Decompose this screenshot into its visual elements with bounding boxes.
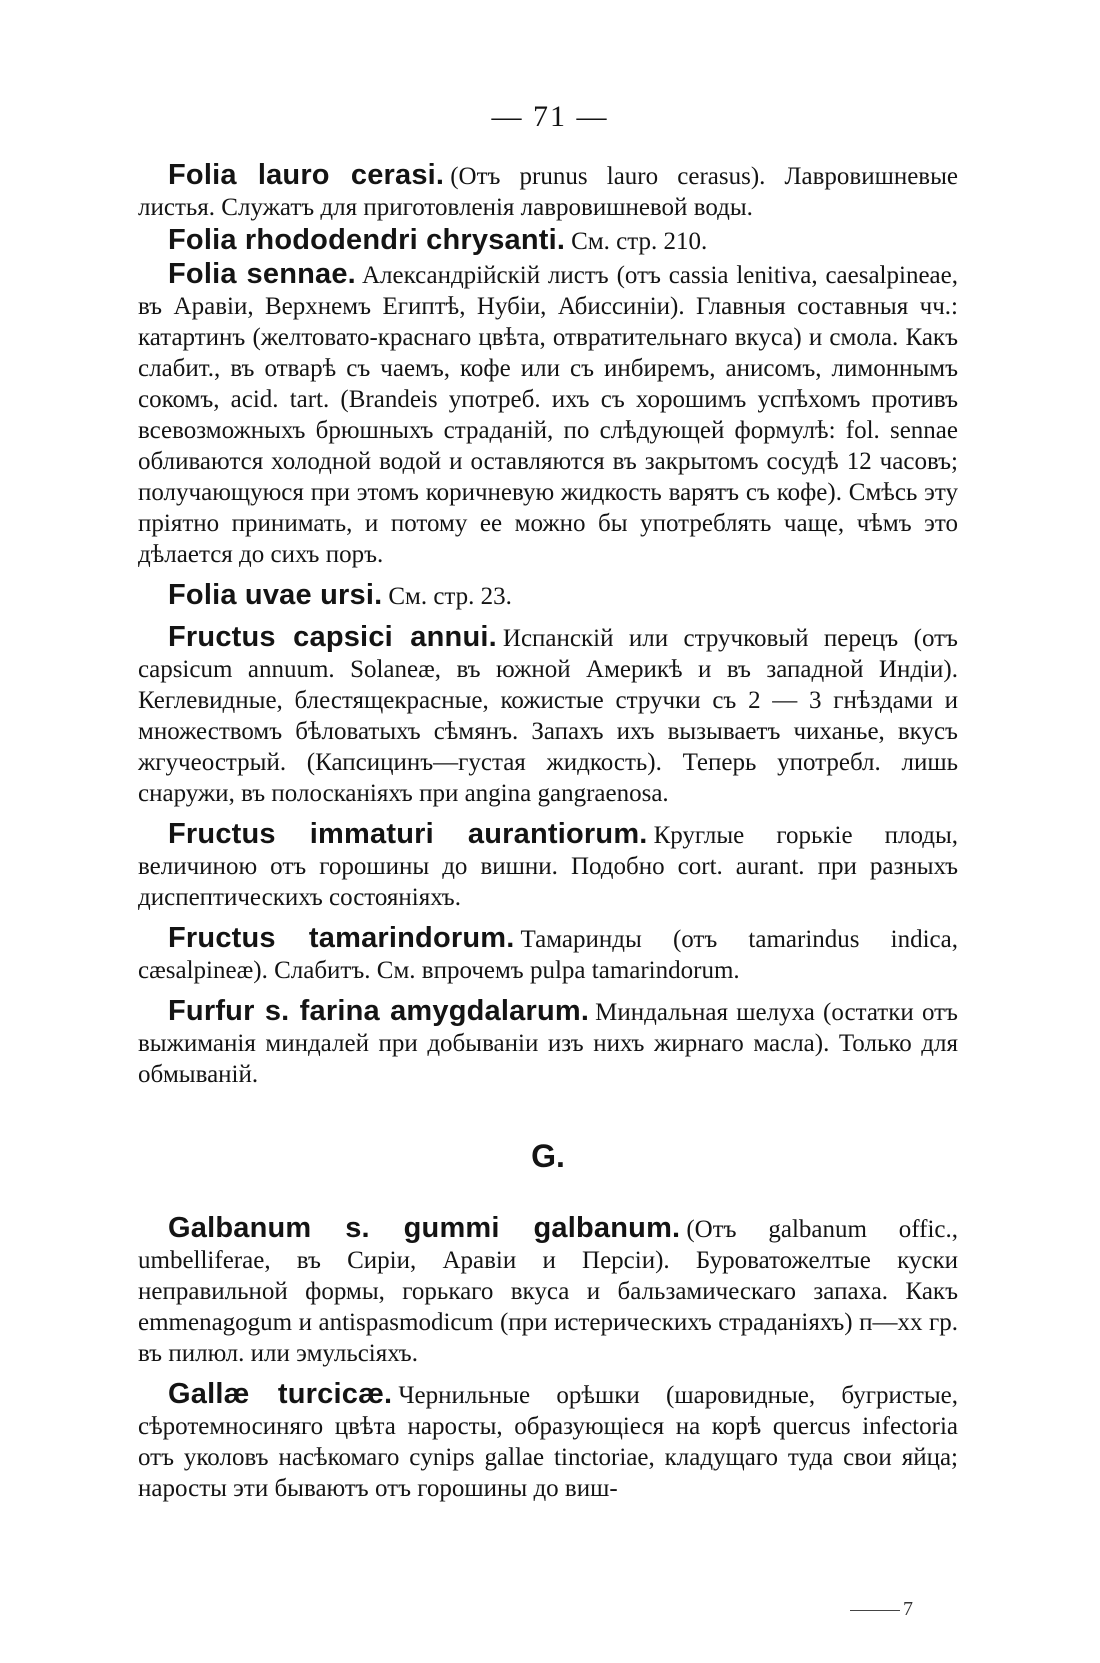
entry-gallae-turcicae	[138, 1379, 958, 1504]
entry-text: Тамаринды (отъ tamarindus indica, cæsalpineæ). Слабитъ. См. впрочемъ pulpa tamarindorum.	[138, 926, 958, 984]
entry-text: Чернильные орѣшки (шаровидные, бугристые, сѣротемносиняго цвѣта наросты, образующіеся на корѣ quercus infectoria отъ уколовъ насѣкомаго cynips gallae tinctoriae, кладущаго туда свои яйца; наросты эти бываютъ отъ горошины до виш-	[138, 1382, 958, 1502]
entry-text: Испанскій или стручковый перецъ (отъ capsicum annuum. Solaneæ, въ южной Америкѣ и въ западной Индіи). Кеглевидные, блестящекрасные, кожистые стручки съ 2 — 3 гнѣздами и множествомъ бѣловатыхъ сѣмянъ. Запахъ ихъ вызываетъ чиханье, вкусъ жгучеострый. (Капсицинъ—густая жидкость). Теперь употребл. лишь снаружи, въ полосканіяхъ при angina gangraenosa.	[138, 625, 958, 807]
entry-folia-rhododendri	[138, 225, 958, 257]
signature-number: 7	[903, 1598, 913, 1620]
entry-text: См. стр. 210.	[571, 228, 708, 255]
entry-fructus-aurantiorum	[138, 819, 958, 913]
signature-mark	[850, 1598, 913, 1621]
entry-fructus-capsici	[138, 622, 958, 809]
entry-term: Folia uvae ursi.	[168, 579, 383, 611]
entry-term: Fructus tamarindorum.	[168, 922, 515, 954]
entry-term: Galbanum s. gummi galbanum.	[168, 1212, 681, 1244]
entry-folia-uvae-ursi	[138, 580, 958, 612]
entry-term: Fructus immaturi aurantiorum.	[168, 818, 648, 850]
entry-text: См. стр. 23.	[388, 583, 512, 610]
entry-text: (Отъ galbanum offic., umbelliferae, въ Сиріи, Аравіи и Персіи). Буроватожелтые куски неправильной формы, горькаго вкуса и бальзамическаго запаха. Какъ emmenagogum и antispasmodicum (при истерическихъ страданіяхъ) п—хх гр. въ пилюл. или эмульсіяхъ.	[138, 1216, 958, 1367]
page-number: — 71 —	[491, 100, 609, 133]
entry-term: Folia rhododendri chrysanti.	[168, 224, 566, 256]
entry-furfur	[138, 996, 958, 1090]
entry-text: Круглые горькіе плоды, величиною отъ горошины до вишни. Подобно cort. aurant. при разныхъ диспептическихъ состояніяхъ.	[138, 822, 958, 911]
entry-term: Fructus capsici annui.	[168, 621, 497, 653]
entry-term: Gallæ turcicæ.	[168, 1378, 393, 1410]
entry-term: Folia lauro cerasi.	[168, 159, 445, 191]
entry-galbanum	[138, 1213, 958, 1369]
entry-term: Furfur s. farina amygdalarum.	[168, 995, 590, 1027]
entry-text: Александрійскій листъ (отъ cassia lenitiva, caesalpineae, въ Аравіи, Верхнемъ Египтѣ, Нубіи, Абиссиніи). Главныя составныя чч.: катартинъ (желтовато-краснаго цвѣта, отвратительнаго вкуса) и смола. Какъ слабит., въ отварѣ съ чаемъ, кофе или съ инбиремъ, анисомъ, лимоннымъ сокомъ, acid. tart. (Brandeis употреб. ихъ съ хорошимъ успѣхомъ противъ всевозможныхъ брюшныхъ страданій, по слѣдующей формулѣ: fol. sennae обливаются холодной водой и оставляются въ закрытомъ сосудѣ 12 часовъ; получающуюся при этомъ коричневую жидкость варятъ съ кофе). Смѣсь эту пріятно принимать, и потому ее можно бы употреблять чаще, чѣмъ это дѣлается до сихъ поръ.	[138, 262, 958, 568]
entry-folia-lauro-cerasi	[138, 160, 958, 223]
entry-folia-sennae	[138, 259, 958, 570]
entry-fructus-tamarindorum	[138, 923, 958, 986]
entry-term: Folia sennae.	[168, 258, 356, 290]
page-content	[138, 160, 958, 1506]
signature-rule	[850, 1610, 900, 1611]
section-heading-g: G.	[531, 1138, 565, 1174]
entry-text: Миндальная шелуха (остатки отъ выжиманія миндалей при добываніи изъ нихъ жирнаго масла). Только для обмываній.	[138, 999, 958, 1088]
entry-text: (Отъ prunus lauro cerasus). Лавровишневые листья. Служатъ для приготовленія лавровишневой воды.	[138, 163, 959, 221]
